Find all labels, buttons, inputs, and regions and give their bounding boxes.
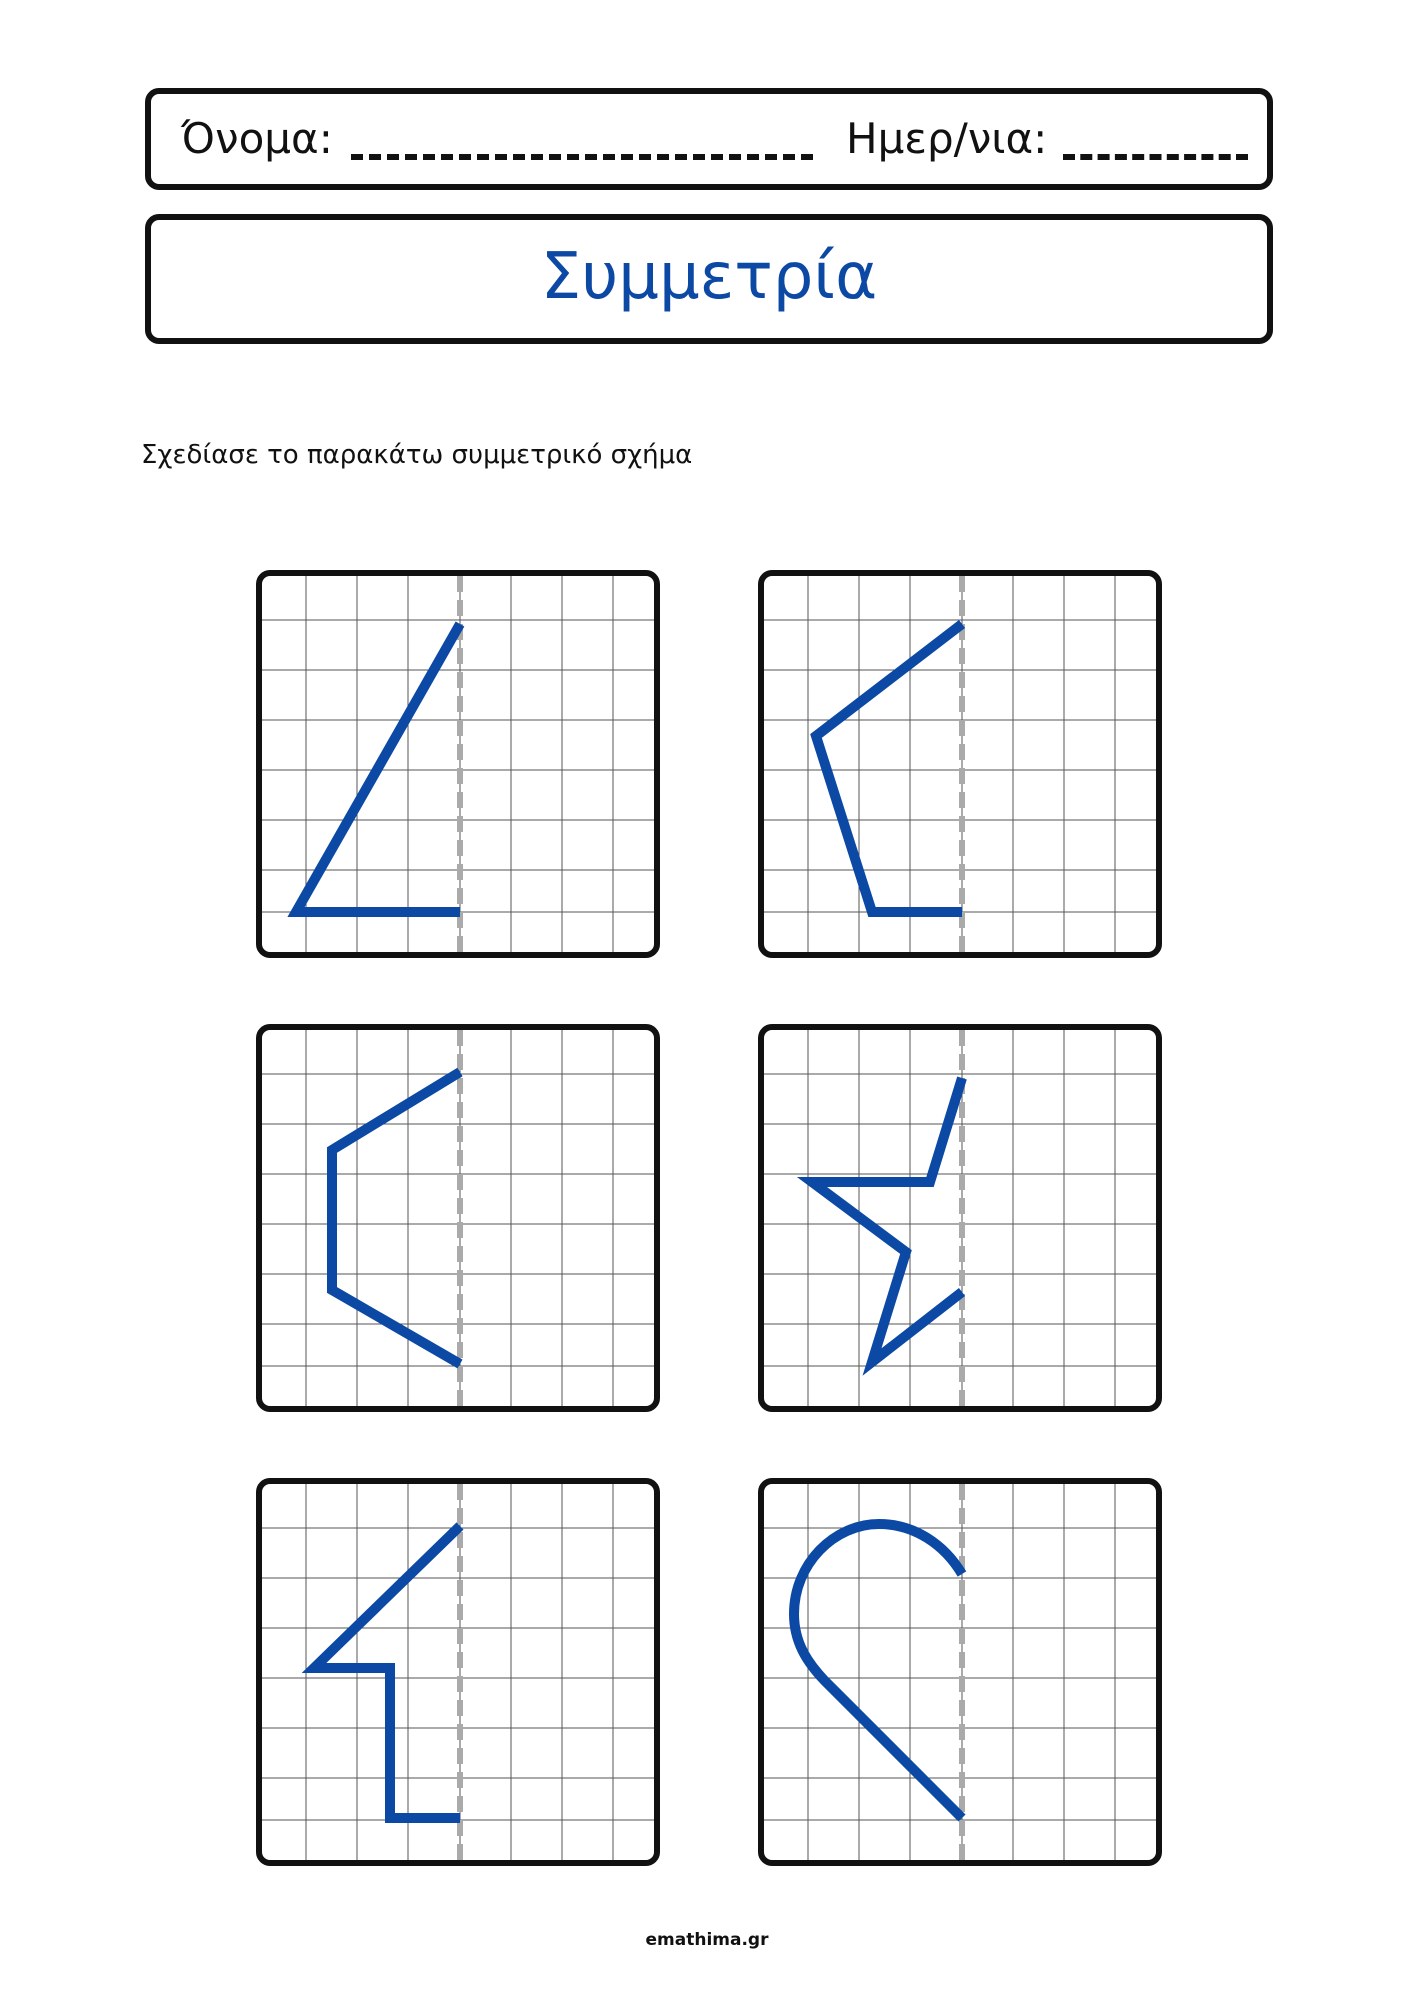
page-title: Συμμετρία	[540, 240, 878, 314]
half-heart-shape	[794, 1524, 962, 1818]
half-star-shape	[812, 1078, 962, 1362]
star-grid[interactable]	[764, 1030, 1156, 1406]
symmetry-panel-hexagon[interactable]	[256, 1024, 660, 1412]
date-label: Ημερ/νια:	[846, 114, 1048, 163]
symmetry-panel-star[interactable]	[758, 1024, 1162, 1412]
name-label: Όνομα:	[181, 114, 333, 163]
date-field-line[interactable]	[1063, 154, 1248, 160]
title-box	[145, 214, 1273, 344]
footer-site: emathima.gr	[645, 1930, 769, 1950]
heart-grid[interactable]	[764, 1484, 1156, 1860]
symmetry-panel-pentagon[interactable]	[758, 570, 1162, 958]
half-triangle-shape	[296, 624, 460, 912]
symmetry-panel-arrow[interactable]	[256, 1478, 660, 1866]
half-hexagon-shape	[332, 1072, 460, 1364]
arrow-grid[interactable]	[262, 1484, 654, 1860]
instruction-text: Σχεδίασε το παρακάτω συμμετρικό σχήμα	[141, 440, 693, 470]
name-field-line[interactable]	[351, 154, 813, 160]
header-box	[145, 88, 1273, 190]
symmetry-panel-heart[interactable]	[758, 1478, 1162, 1866]
triangle-grid[interactable]	[262, 576, 654, 952]
symmetry-panel-triangle[interactable]	[256, 570, 660, 958]
hexagon-grid[interactable]	[262, 1030, 654, 1406]
pentagon-grid[interactable]	[764, 576, 1156, 952]
half-arrow-shape	[314, 1526, 460, 1818]
half-pentagon-shape	[816, 624, 962, 912]
